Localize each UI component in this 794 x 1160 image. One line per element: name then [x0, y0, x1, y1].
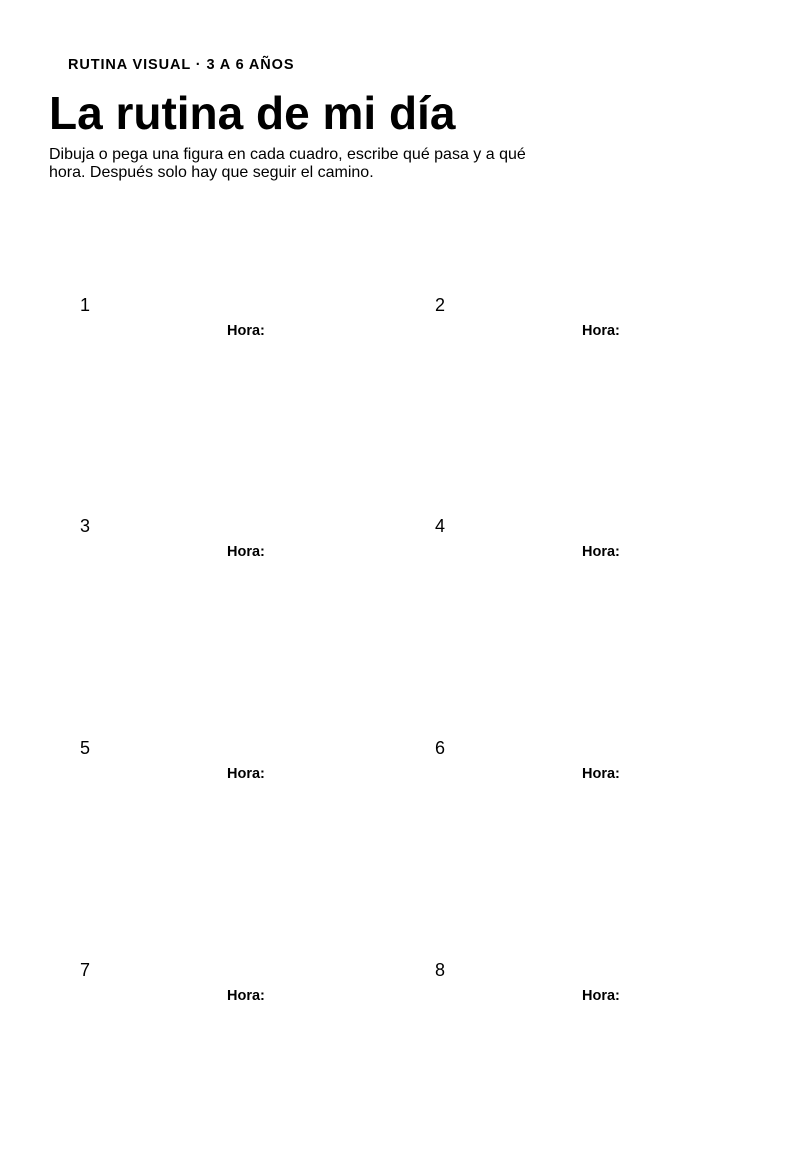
- step-number: 4: [435, 516, 446, 536]
- time-label: Hora:: [227, 766, 265, 782]
- time-label: Hora:: [582, 323, 620, 339]
- routine-step-card[interactable]: [80, 295, 400, 495]
- step-number: 6: [435, 738, 446, 758]
- worksheet-eyebrow: RUTINA VISUAL · 3 A 6 AÑOS: [68, 57, 295, 73]
- step-number: 1: [80, 295, 91, 315]
- time-label: Hora:: [582, 988, 620, 1004]
- step-number: 2: [435, 295, 446, 315]
- step-number: 3: [80, 516, 91, 536]
- time-label: Hora:: [227, 988, 265, 1004]
- time-label: Hora:: [582, 766, 620, 782]
- routine-step-card[interactable]: [435, 295, 755, 495]
- routine-step-card[interactable]: [435, 516, 755, 716]
- instructions-text: Dibuja o pega una figura en cada cuadro, escribe qué pasa y a qué hora. Después solo hay que seguir el camino.: [49, 146, 526, 181]
- routine-step-card[interactable]: [435, 738, 755, 938]
- time-label: Hora:: [582, 544, 620, 560]
- routine-step-card[interactable]: [435, 960, 755, 1160]
- time-label: Hora:: [227, 544, 265, 560]
- step-number: 5: [80, 738, 91, 758]
- step-number: 7: [80, 960, 91, 980]
- time-label: Hora:: [227, 323, 265, 339]
- page-title: La rutina de mi día: [49, 87, 456, 139]
- routine-step-card[interactable]: [80, 516, 400, 716]
- routine-step-card[interactable]: [80, 960, 400, 1160]
- routine-step-card[interactable]: [80, 738, 400, 938]
- step-number: 8: [435, 960, 446, 980]
